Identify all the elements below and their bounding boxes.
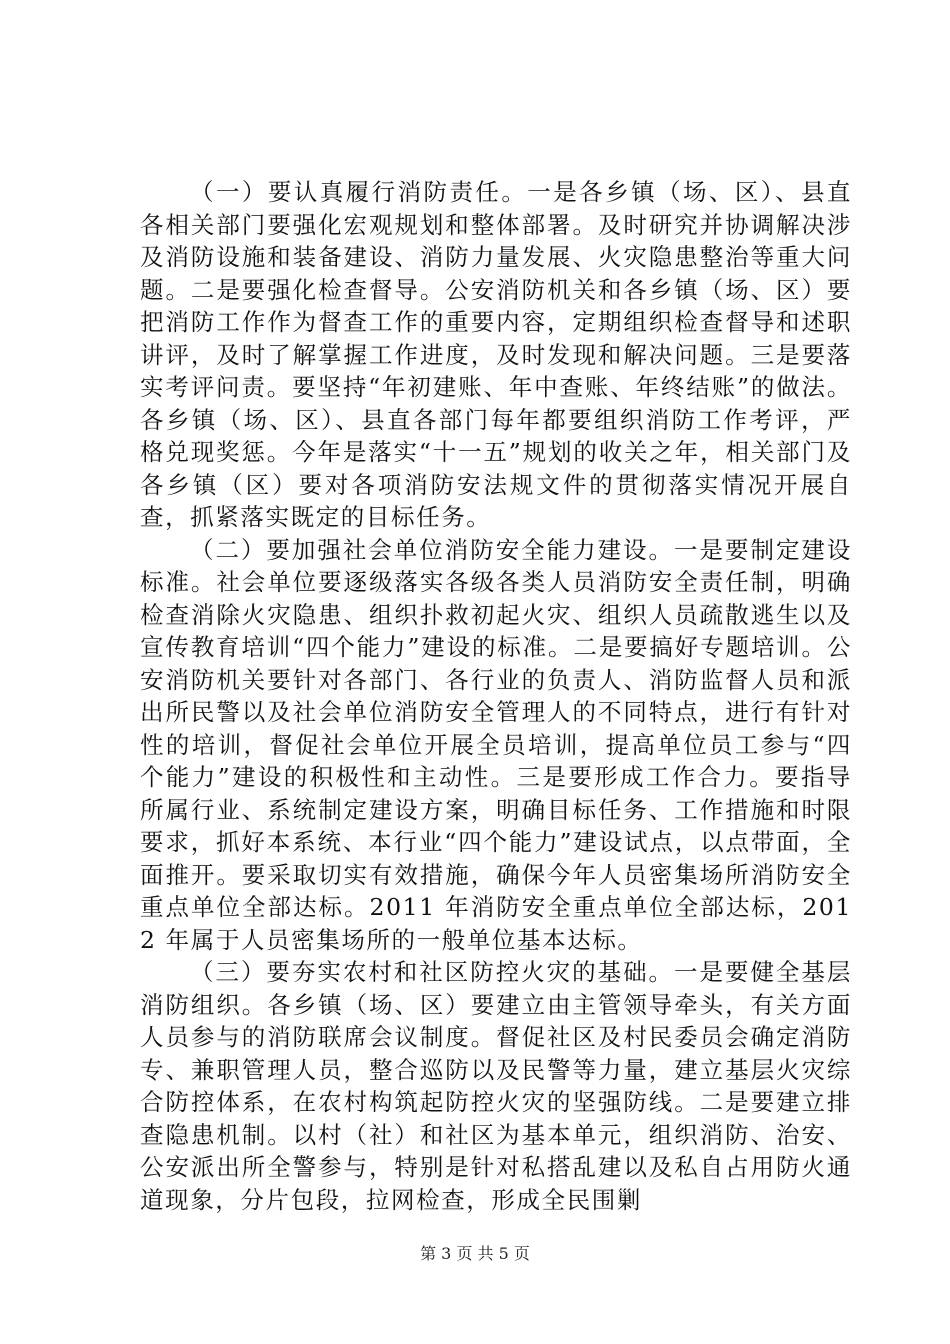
paragraph-3: （三）要夯实农村和社区防控火灾的基础。一是要健全基层消防组织。各乡镇（场、区）要建立由主管领导牵头，有关方面人员参与的消防联席会议制度。督促社区及村民委员会确定消防专、兼职管理人员，整合巡防以及民警等力量，建立基层火灾综合防控体系，在农村构筑起防控火灾的坚强防线。二是要建立排查隐患机制。以村（社）和社区为基本单元，组织消防、治安、公安派出所全警参与，特别是针对私搭乱建以及私自占用防火通道现象，分片包段，拉网检查，形成全民围剿 — [140, 958, 852, 1214]
paragraph-1: （一）要认真履行消防责任。一是各乡镇（场、区）、县直各相关部门要强化宏观规划和整体部署。及时研究并协调解决涉及消防设施和装备建设、消防力量发展、火灾隐患整治等重大问题。二是要强化检查督导。公安消防机关和各乡镇（场、区）要把消防工作作为督查工作的重要内容，定期组织检查督导和述职讲评，及时了解掌握工作进度，及时发现和解决问题。三是要落实考评问责。要坚持“年初建账、年中查账、年终结账”的做法。各乡镇（场、区）、县直各部门每年都要组织消防工作考评，严格兑现奖惩。今年是落实“十一五”规划的收关之年，相关部门及各乡镇（区）要对各项消防安法规文件的贯彻落实情况开展自查，抓紧落实既定的目标任务。 — [140, 178, 852, 531]
paragraph-2: （二）要加强社会单位消防安全能力建设。一是要制定建设标准。社会单位要逐级落实各级各类人员消防安全责任制，明确检查消除火灾隐患、组织扑救初起火灾、组织人员疏散逃生以及宣传教育培训“四个能力”建设的标准。二是要搞好专题培训。公安消防机关要针对各部门、各行业的负责人、消防监督人员和派出所民警以及社会单位消防安全管理人的不同特点，进行有针对性的培训，督促社会单位开展全员培训，提高单位员工参与“四个能力”建设的积极性和主动性。三是要形成工作合力。要指导所属行业、系统制定建设方案，明确目标任务、工作措施和时限要求，抓好本系统、本行业“四个能力”建设试点，以点带面，全面推开。要采取切实有效措施，确保今年人员密集场所消防安全重点单位全部达标。2011 年消防安全重点单位全部达标，2012 年属于人员密集场所的一般单位基本达标。 — [140, 535, 852, 954]
document-body — [140, 176, 852, 1216]
page-footer: 第 3 页 共 5 页 — [420, 1244, 530, 1263]
